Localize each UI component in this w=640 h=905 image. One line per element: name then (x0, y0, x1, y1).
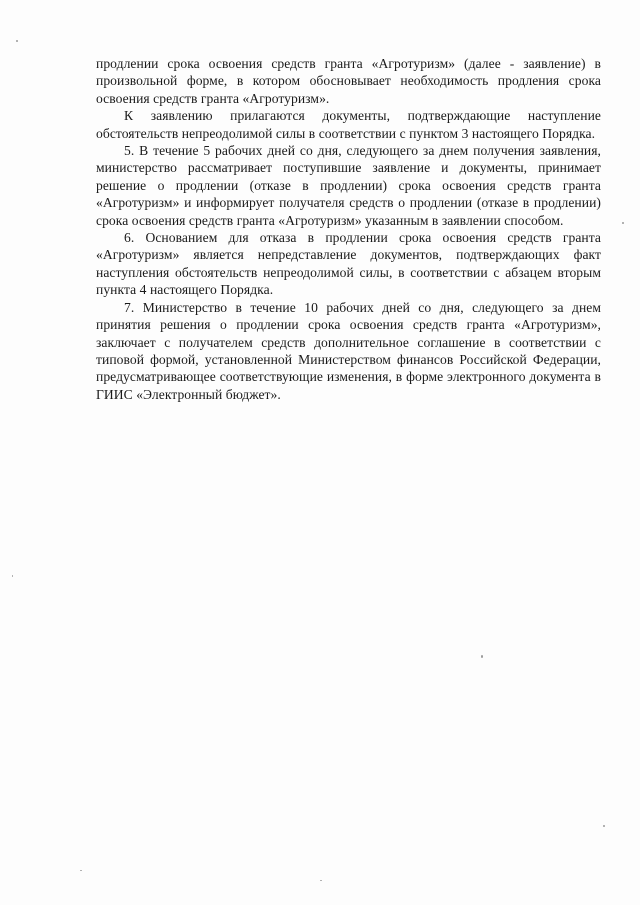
paragraph-item-5: 5. В течение 5 рабочих дней со дня, следующего за днем получения заявления, министерство рассматривает поступившие заявление и документы, принимает решение о продлении (отказе в продлении) срока освоения средств гранта «Агротуризм» и информирует получателя средств о продлении (отказе в продлении) срока освоения средств гранта «Агротуризм» указанным в заявлении способом. (96, 143, 601, 228)
scan-speck (603, 825, 605, 827)
scan-speck (12, 575, 13, 577)
scan-speck (481, 655, 483, 658)
scan-speck (320, 880, 322, 881)
paragraph-item-7: 7. Министерство в течение 10 рабочих дней со дня, следующего за днем принятия решения о продлении срока освоения средств гранта «Агротуризм», заключает с получателем средств дополнительное соглашение в соответствии с типовой формой, установленной Министерством финансов Российской Федерации, предусматривающее соответствующие изменения, в форме электронного документа в ГИИС «Электронный бюджет». (96, 299, 601, 402)
paragraph-continuation: продлении срока освоения средств гранта «Агротуризм» (далее - заявление) в произвольной форме, в котором обосновывает необходимость продления срока освоения средств гранта «Агротуризм». (96, 56, 601, 106)
scan-speck (16, 40, 18, 42)
scan-speck (622, 222, 624, 224)
scan-speck (80, 870, 82, 871)
document-body (96, 55, 601, 403)
paragraph-attachments: К заявлению прилагаются документы, подтверждающие наступление обстоятельств непреодолимой силы в соответствии с пунктом 3 настоящего Порядка. (96, 108, 601, 141)
paragraph-item-6: 6. Основанием для отказа в продлении срока освоения средств гранта «Агротуризм» является непредставление документов, подтверждающих факт наступления обстоятельств непреодолимой силы, в соответствии с абзацем вторым пункта 4 настоящего Порядка. (96, 230, 601, 298)
